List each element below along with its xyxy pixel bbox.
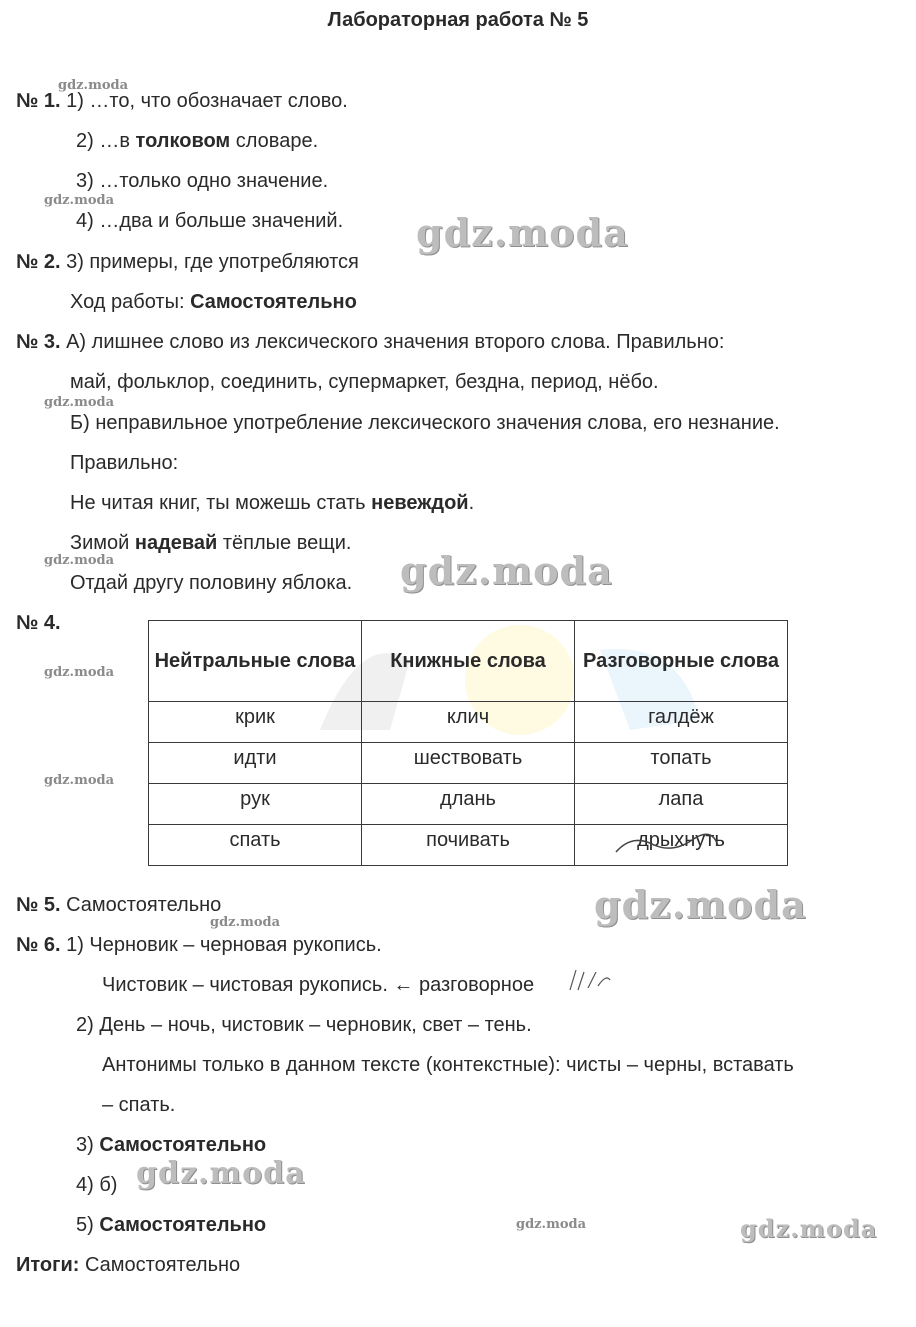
table-cell: почивать [362,825,575,866]
task-3-answer-a: А) лишнее слово из лексического значения второго слова. Правильно: [66,331,725,353]
summary-label: Итоги: [16,1254,80,1276]
task-3-sentence-1-post: . [468,492,475,514]
table-cell: топать [575,743,788,784]
task-3-sentence-1-bold: невеждой [371,492,469,514]
table-row [149,784,788,825]
watermark-small: gdz.moda [44,773,115,788]
table-row [149,702,788,743]
table-row [149,743,788,784]
task-3-sentence-2-pre: Зимой [70,532,135,554]
table-cell: дрыхнуть [575,825,788,866]
task-1-answer-3: 3) …только одно значение. [76,170,329,192]
task-6-answer-3-pre: 3) [76,1134,100,1156]
table-cell: галдёж [575,702,788,743]
task-6-answer-2: 2) День – ночь, чистовик – черновик, свет – тень. [76,1014,532,1036]
handwritten-mark [566,966,614,992]
table-cell: длань [362,784,575,825]
task-3-answer-a-words: май, фольклор, соединить, супермаркет, бездна, период, нёбо. [70,371,659,393]
task-5-answer: Самостоятельно [66,894,222,916]
task-2-line-2 [70,290,357,314]
watermark-large: gdz.moda [594,882,807,927]
task-3-line-1 [16,330,724,354]
scribble-mark [612,830,722,860]
watermark-small: gdz.moda [44,395,115,410]
task-3-sentence-2 [70,531,351,555]
page-title: Лабораторная работа № 5 [327,9,589,31]
table-cell: шествовать [362,743,575,784]
task-6-answer-2c: – спать. [102,1094,176,1116]
task-1-answer-4: 4) …два и больше значений. [76,210,344,232]
table-cell: крик [149,702,362,743]
watermark-small: gdz.moda [58,78,129,93]
watermark-small: gdz.moda [44,553,115,568]
table-header-colloquial: Разговорные слова [575,621,788,702]
watermark-large: gdz.moda [400,548,613,593]
task-6-answer-3-bold: Самостоятельно [99,1134,267,1156]
watermark-small: gdz.moda [210,915,281,930]
task-1-answer-2-bold: толковом [135,130,231,152]
task-3-sentence-2-bold: надевай [134,532,218,554]
table-cell: клич [362,702,575,743]
task-5-line [16,893,221,917]
watermark-small: gdz.moda [44,665,115,680]
table-cell: идти [149,743,362,784]
task-6-answer-5-bold: Самостоятельно [99,1214,267,1236]
task-4-number-text: № 4. [16,612,61,634]
watermark-small: gdz.moda [516,1217,587,1232]
task-6-answer-2b: Антонимы только в данном тексте (контекстные): чисты – черны, вставать [102,1054,794,1076]
task-3-correct-label: Правильно: [70,452,179,474]
task-2-answer-1: 3) примеры, где употребляются [66,251,359,273]
watermark-large: gdz.moda [416,210,629,255]
task-6-answer-1b: Чистовик – чистовая рукопись. ← разговорное [102,974,535,996]
table-header-row [149,621,788,702]
task-1-answer-2-post: словаре. [230,130,319,152]
task-3-sentence-1-pre: Не читая книг, ты можешь стать [70,492,372,514]
task-6-answer-5-pre: 5) [76,1214,100,1236]
watermark-small: gdz.moda [44,193,115,208]
task-5-number: № 5. [16,894,61,916]
task-1-line-2 [76,129,318,153]
task-2-answer-2-pre: Ход работы: [70,291,191,313]
task-6-line-1 [16,933,382,957]
task-2-line-1 [16,250,359,274]
watermark-large: gdz.moda [740,1214,878,1243]
task-2-answer-2-bold: Самостоятельно [190,291,357,313]
task-6-answer-3 [76,1133,266,1157]
task-1-answer-2-pre: 2) …в [76,130,136,152]
summary-line [16,1253,240,1277]
summary-text: Самостоятельно [79,1254,241,1276]
table-cell: лапа [575,784,788,825]
task-3-sentence-2-post: тёплые вещи. [217,532,352,554]
task-6-answer-5 [76,1213,266,1237]
task-2-number: № 2. [16,251,61,273]
task-3-answer-b: Б) неправильное употребление лексического значения слова, его незнание. [70,412,780,434]
task-1-number: № 1. [16,90,61,112]
table-cell: рук [149,784,362,825]
table-header-neutral: Нейтральные слова [149,621,362,702]
task-4-number [16,611,61,635]
task-3-number: № 3. [16,331,61,353]
task-3-sentence-1 [70,491,474,515]
watermark-large: gdz.moda [136,1156,306,1191]
task-6-number: № 6. [16,934,61,956]
task-3-sentence-3: Отдай другу половину яблока. [70,572,353,594]
table-cell: спать [149,825,362,866]
task-1-answer-1: 1) …то, что обозначает слово. [66,90,348,112]
table-header-bookish: Книжные слова [362,621,575,702]
task-6-answer-4: 4) б) [76,1174,118,1196]
task-6-answer-1: 1) Черновик – черновая рукопись. [66,934,382,956]
